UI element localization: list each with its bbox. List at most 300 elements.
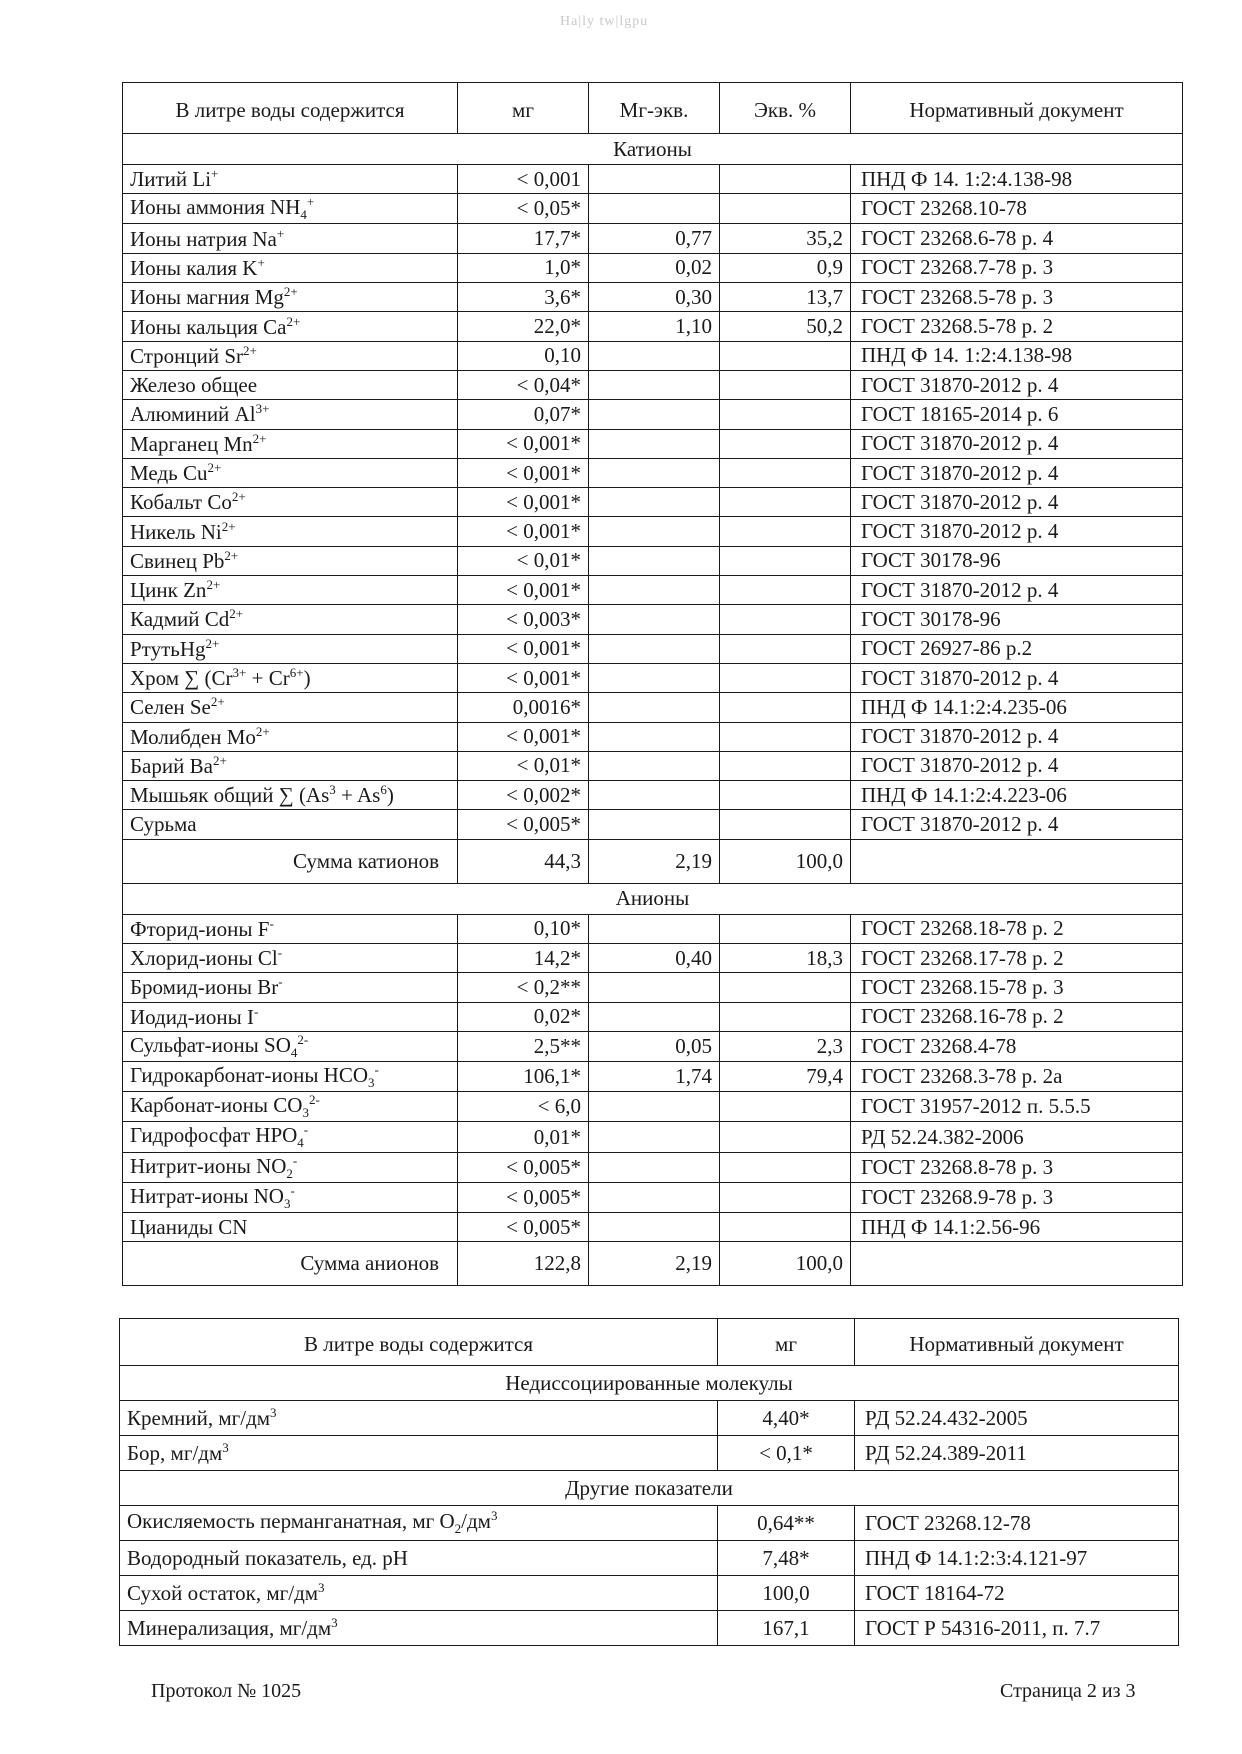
- mg-value: < 0,002*: [458, 781, 589, 810]
- meq-value: [589, 693, 720, 722]
- name-text: Фторид-ионы F: [130, 916, 270, 941]
- table-row: [123, 312, 1183, 341]
- meq-value: [589, 810, 720, 839]
- mg-value: < 0,005*: [458, 1182, 589, 1212]
- mg-value: 100,0: [718, 1576, 855, 1611]
- substance-name: [123, 1152, 458, 1182]
- mg-value: < 0,001*: [458, 634, 589, 663]
- meq-value: [589, 370, 720, 399]
- superscript-2: 6+: [289, 665, 304, 681]
- table-row: [123, 224, 1183, 253]
- table-row: [123, 253, 1183, 282]
- normative-doc: ГОСТ 30178-96: [851, 605, 1183, 634]
- substance-name: [123, 973, 458, 1002]
- eq-percent-value: 2,3: [720, 1031, 851, 1061]
- normative-doc: ГОСТ 31870-2012 р. 4: [851, 751, 1183, 780]
- name-text: Минерализация, мг/дм: [127, 1616, 332, 1640]
- substance-name: [123, 605, 458, 634]
- name-text-3: ): [386, 783, 394, 808]
- meq-value: [589, 341, 720, 370]
- superscript: 3: [331, 1615, 338, 1630]
- substance-name: [123, 781, 458, 810]
- mg-value: 0,10: [458, 341, 589, 370]
- eq-percent-value: [720, 663, 851, 692]
- name-text: Ионы магния Mg: [130, 285, 284, 310]
- eq-percent-value: 0,9: [720, 253, 851, 282]
- superscript: 3: [270, 1405, 277, 1420]
- normative-doc: ГОСТ 31870-2012 р. 4: [851, 663, 1183, 692]
- mg-value: 0,10*: [458, 914, 589, 943]
- meq-value: [589, 546, 720, 575]
- eq-percent-value: [720, 400, 851, 429]
- mg-value: 2,5**: [458, 1031, 589, 1061]
- substance-name: [120, 1506, 718, 1541]
- mg-value: < 0,001*: [458, 663, 589, 692]
- superscript: 2+: [212, 752, 227, 768]
- name-text-2: + Cr: [246, 666, 290, 691]
- sum-meq: 2,19: [589, 1242, 720, 1286]
- sum-label: Сумма анионов: [123, 1242, 458, 1286]
- name-text: Водородный показатель, ед. pH: [127, 1545, 408, 1570]
- normative-doc: ПНД Ф 14.1:2:4.235-06: [851, 693, 1183, 722]
- substance-name: [123, 576, 458, 605]
- meq-value: [589, 488, 720, 517]
- normative-doc: ГОСТ 31957-2012 п. 5.5.5: [851, 1092, 1183, 1122]
- table-row: [123, 458, 1183, 487]
- substance-name: [123, 1031, 458, 1061]
- table-header-row: [123, 83, 1183, 134]
- superscript: +: [276, 225, 285, 241]
- cations-sum-row: [123, 839, 1183, 883]
- table-row: [123, 781, 1183, 810]
- meq-value: [589, 634, 720, 663]
- name-text: РтутьHg: [130, 636, 206, 661]
- substance-name: [123, 1002, 458, 1031]
- eq-percent-value: [720, 1152, 851, 1182]
- table-row: [120, 1541, 1179, 1576]
- page-number: Страница 2 из 3: [1000, 1680, 1136, 1702]
- subscript: 4: [297, 1135, 304, 1151]
- mg-value: 106,1*: [458, 1062, 589, 1092]
- eq-percent-value: [720, 1122, 851, 1152]
- eq-percent-value: [720, 546, 851, 575]
- name-text: Никель Ni: [130, 519, 222, 544]
- table-row: [123, 693, 1183, 722]
- meq-value: [589, 914, 720, 943]
- eq-percent-value: [720, 1182, 851, 1212]
- eq-percent-value: [720, 781, 851, 810]
- normative-doc: ГОСТ Р 54316-2011, п. 7.7: [855, 1611, 1179, 1646]
- name-text: Кобальт Co: [130, 490, 232, 515]
- name-text: Молибден Mo: [130, 724, 256, 749]
- protocol-number: Протокол № 1025: [151, 1680, 302, 1702]
- mg-value: < 0,1*: [718, 1436, 855, 1471]
- eq-percent-value: [720, 914, 851, 943]
- superscript: 3: [329, 782, 336, 798]
- eq-percent-value: [720, 194, 851, 224]
- normative-doc: ГОСТ 31870-2012 р. 4: [851, 722, 1183, 751]
- substance-name: [123, 693, 458, 722]
- normative-doc: ГОСТ 31870-2012 р. 4: [851, 488, 1183, 517]
- superscript: -: [269, 915, 274, 931]
- mg-value: < 0,001*: [458, 517, 589, 546]
- table-row: [120, 1506, 1179, 1541]
- mg-value: 0,07*: [458, 400, 589, 429]
- eq-percent-value: [720, 165, 851, 194]
- superscript: 3: [222, 1440, 229, 1455]
- name-text: Сульфат-ионы SO: [130, 1032, 291, 1057]
- name-text: Хлорид-ионы Cl: [130, 946, 278, 971]
- subscript: 2: [286, 1165, 293, 1181]
- substance-name: [123, 1182, 458, 1212]
- meq-value: [589, 400, 720, 429]
- table-row: [120, 1436, 1179, 1471]
- table-row: [123, 663, 1183, 692]
- meq-value: [589, 429, 720, 458]
- substance-name: [123, 488, 458, 517]
- eq-percent-value: [720, 370, 851, 399]
- superscript: -: [292, 1152, 298, 1168]
- meq-value: [589, 781, 720, 810]
- substance-name: [123, 253, 458, 282]
- mg-value: < 0,001*: [458, 458, 589, 487]
- name-text: Цинк Zn: [130, 578, 207, 603]
- substance-name: [123, 458, 458, 487]
- normative-doc: ГОСТ 23268.16-78 р. 2: [851, 1002, 1183, 1031]
- normative-doc: ПНД Ф 14.1:2.56-96: [851, 1213, 1183, 1242]
- table-row: [123, 810, 1183, 839]
- eq-percent-value: [720, 341, 851, 370]
- section-title: Анионы: [123, 883, 1183, 914]
- meq-value: 0,05: [589, 1031, 720, 1061]
- subscript: 3: [368, 1075, 375, 1091]
- mg-value: 22,0*: [458, 312, 589, 341]
- table-row: [120, 1611, 1179, 1646]
- meq-value: [589, 458, 720, 487]
- superscript: 2+: [207, 460, 222, 475]
- substance-name: [123, 1092, 458, 1122]
- normative-doc: ГОСТ 30178-96: [851, 546, 1183, 575]
- substance-name: [120, 1611, 718, 1646]
- superscript-2: 6: [380, 782, 387, 798]
- normative-doc: ПНД Ф 14.1:2:3:4.121-97: [855, 1541, 1179, 1576]
- superscript: -: [290, 1182, 295, 1198]
- table-row: [123, 400, 1183, 429]
- table-row: [123, 1182, 1183, 1212]
- header-eq-percent: Экв. %: [720, 83, 851, 134]
- mg-value: 3,6*: [458, 283, 589, 312]
- normative-doc: ГОСТ 31870-2012 р. 4: [851, 429, 1183, 458]
- name-text: Бор, мг/дм: [127, 1441, 223, 1465]
- substance-name: [123, 1213, 458, 1242]
- mg-value: < 0,01*: [458, 546, 589, 575]
- header-mg: мг: [458, 83, 589, 134]
- name-text: Селен Se: [130, 695, 211, 720]
- sum-eq-percent: 100,0: [720, 1242, 851, 1286]
- normative-doc: ГОСТ 23268.5-78 р. 3: [851, 283, 1183, 312]
- meq-value: [589, 517, 720, 546]
- table-row: [123, 634, 1183, 663]
- mg-value: 0,02*: [458, 1002, 589, 1031]
- eq-percent-value: [720, 693, 851, 722]
- section-title: Недиссоциированные молекулы: [120, 1366, 1179, 1401]
- name-text: Алюминий Al: [130, 402, 256, 427]
- mg-value: < 0,001*: [458, 576, 589, 605]
- superscript: 2+: [210, 694, 225, 710]
- table-row: [123, 576, 1183, 605]
- mg-value: < 0,2**: [458, 973, 589, 1002]
- meq-value: 0,40: [589, 944, 720, 973]
- eq-percent-value: [720, 488, 851, 517]
- header-mg: мг: [718, 1319, 855, 1366]
- header-substance: В литре воды содержится: [120, 1319, 718, 1366]
- substance-name: [123, 810, 458, 839]
- eq-percent-value: 79,4: [720, 1062, 851, 1092]
- meq-value: [589, 605, 720, 634]
- superscript: 2+: [286, 313, 301, 329]
- table-row: [123, 546, 1183, 575]
- name-text: Мышьяк общий ∑ (As: [130, 783, 330, 808]
- normative-doc: ГОСТ 26927-86 р.2: [851, 634, 1183, 663]
- superscript: +: [257, 254, 265, 270]
- mg-value: < 0,001*: [458, 488, 589, 517]
- meq-value: [589, 1152, 720, 1182]
- eq-percent-value: [720, 1092, 851, 1122]
- normative-doc: ГОСТ 23268.18-78 р. 2: [851, 914, 1183, 943]
- superscript: 2+: [224, 547, 239, 563]
- normative-doc: ГОСТ 23268.3-78 р. 2а: [851, 1062, 1183, 1092]
- superscript: -: [374, 1062, 379, 1078]
- name-text: Бромид-ионы Br: [130, 975, 279, 1000]
- substance-name: [123, 224, 458, 253]
- normative-doc: ГОСТ 23268.6-78 р. 4: [851, 224, 1183, 253]
- normative-doc: ГОСТ 18164-72: [855, 1576, 1179, 1611]
- substance-name: [120, 1541, 718, 1576]
- name-text: Окисляемость перманганатная, мг O: [127, 1509, 455, 1534]
- superscript: 3+: [232, 665, 247, 681]
- eq-percent-value: [720, 458, 851, 487]
- sum-mg: 122,8: [458, 1242, 589, 1286]
- section-cations: [123, 134, 1183, 165]
- substance-name: [123, 663, 458, 692]
- name-text: Кадмий Cd: [130, 607, 230, 632]
- meq-value: 0,02: [589, 253, 720, 282]
- mg-value: < 0,001*: [458, 722, 589, 751]
- table-row: [123, 722, 1183, 751]
- superscript: 2-: [308, 1092, 320, 1108]
- superscript: 2+: [231, 489, 246, 505]
- mg-value: 1,0*: [458, 253, 589, 282]
- substance-name: [120, 1576, 718, 1611]
- table-row: [123, 370, 1183, 399]
- table-row: [123, 1152, 1183, 1182]
- substance-name: [123, 722, 458, 751]
- superscript: 2+: [206, 577, 221, 593]
- substance-name: [123, 283, 458, 312]
- name-text: Железо общее: [130, 372, 258, 397]
- table-row: [123, 429, 1183, 458]
- name-text: Ионы кальция Ca: [130, 314, 287, 339]
- normative-doc: ГОСТ 23268.12-78: [855, 1506, 1179, 1541]
- table-row: [123, 973, 1183, 1002]
- superscript: 2+: [255, 723, 270, 739]
- substance-name: [123, 194, 458, 224]
- mg-value: < 0,005*: [458, 810, 589, 839]
- name-text: Свинец Pb: [130, 548, 225, 573]
- header-normative-doc: Нормативный документ: [851, 83, 1183, 134]
- normative-doc: ГОСТ 23268.15-78 р. 3: [851, 973, 1183, 1002]
- ion-composition-table: [122, 82, 1183, 1286]
- table-row: [123, 165, 1183, 194]
- superscript: -: [303, 1122, 309, 1138]
- mg-value: < 0,05*: [458, 194, 589, 224]
- superscript: 2+: [243, 342, 257, 358]
- meq-value: [589, 194, 720, 224]
- name-text: Нитрит-ионы NO: [130, 1153, 287, 1178]
- superscript: -: [277, 945, 283, 961]
- sum-doc-empty: [851, 839, 1183, 883]
- table-row: [123, 194, 1183, 224]
- mg-value: < 6,0: [458, 1092, 589, 1122]
- mg-value: < 0,04*: [458, 370, 589, 399]
- subscript: 3: [283, 1196, 291, 1212]
- meq-value: [589, 722, 720, 751]
- normative-doc: ГОСТ 31870-2012 р. 4: [851, 810, 1183, 839]
- superscript: 2-: [297, 1031, 309, 1047]
- mg-value: < 0,001*: [458, 429, 589, 458]
- meq-value: 0,30: [589, 283, 720, 312]
- mg-value: 7,48*: [718, 1541, 855, 1576]
- meq-value: 0,77: [589, 224, 720, 253]
- meq-value: [589, 1182, 720, 1212]
- eq-percent-value: [720, 810, 851, 839]
- normative-doc: РД 52.24.389-2011: [855, 1436, 1179, 1471]
- name-text: Сухой остаток, мг/дм: [127, 1581, 319, 1605]
- mg-value: 167,1: [718, 1611, 855, 1646]
- meq-value: [589, 1092, 720, 1122]
- subscript: 3: [302, 1105, 309, 1121]
- meq-value: [589, 576, 720, 605]
- superscript: 3: [318, 1580, 325, 1595]
- section-anions: [123, 883, 1183, 914]
- mg-value: < 0,005*: [458, 1213, 589, 1242]
- superscript: 2+: [221, 518, 236, 534]
- meq-value: [589, 1002, 720, 1031]
- name-text: Барий Ba: [130, 753, 213, 778]
- normative-doc: ГОСТ 23268.9-78 р. 3: [851, 1182, 1183, 1212]
- mg-value: < 0,003*: [458, 605, 589, 634]
- superscript: +: [306, 194, 315, 210]
- normative-doc: ГОСТ 23268.8-78 р. 3: [851, 1152, 1183, 1182]
- name-text: Марганец Mn: [130, 431, 253, 456]
- name-text: Медь Cu: [130, 461, 208, 485]
- header-meq: Мг-экв.: [589, 83, 720, 134]
- table-row: [123, 1122, 1183, 1152]
- sum-mg: 44,3: [458, 839, 589, 883]
- meq-value: [589, 1213, 720, 1242]
- substance-name: [120, 1436, 718, 1471]
- name-text: Карбонат-ионы CO: [130, 1093, 303, 1118]
- table-row: [123, 914, 1183, 943]
- eq-percent-value: [720, 634, 851, 663]
- substance-name: [123, 312, 458, 341]
- normative-doc: ГОСТ 23268.17-78 р. 2: [851, 944, 1183, 973]
- mg-value: 4,40*: [718, 1401, 855, 1436]
- mg-value: < 0,01*: [458, 751, 589, 780]
- eq-percent-value: 50,2: [720, 312, 851, 341]
- eq-percent-value: [720, 722, 851, 751]
- superscript: 2+: [205, 635, 220, 651]
- substance-name: [123, 751, 458, 780]
- substance-name: [123, 429, 458, 458]
- mg-value: 0,01*: [458, 1122, 589, 1152]
- meq-value: [589, 751, 720, 780]
- meq-value: 1,74: [589, 1062, 720, 1092]
- section-other: [120, 1471, 1179, 1506]
- header-normative-doc: Нормативный документ: [855, 1319, 1179, 1366]
- molecules-table: [119, 1318, 1179, 1646]
- normative-doc: ГОСТ 31870-2012 р. 4: [851, 576, 1183, 605]
- normative-doc: ПНД Ф 14.1:2:4.223-06: [851, 781, 1183, 810]
- substance-name: [123, 341, 458, 370]
- table-row: [120, 1401, 1179, 1436]
- substance-name: [123, 944, 458, 973]
- substance-name: [123, 1062, 458, 1092]
- meq-value: [589, 973, 720, 1002]
- mg-value: 17,7*: [458, 224, 589, 253]
- section-molecules: [120, 1366, 1179, 1401]
- mg-value: 0,0016*: [458, 693, 589, 722]
- eq-percent-value: [720, 751, 851, 780]
- eq-percent-value: [720, 1213, 851, 1242]
- superscript: -: [254, 1003, 259, 1019]
- anions-sum-row: [123, 1242, 1183, 1286]
- scan-mark: Ha|ly tw|lgpu: [560, 14, 649, 29]
- name-text: Литий Li: [130, 167, 212, 192]
- eq-percent-value: [720, 576, 851, 605]
- mg-value: < 0,005*: [458, 1152, 589, 1182]
- table-row: [123, 605, 1183, 634]
- eq-percent-value: [720, 1002, 851, 1031]
- eq-percent-value: [720, 517, 851, 546]
- eq-percent-value: 18,3: [720, 944, 851, 973]
- name-text: Иодид-ионы I: [130, 1004, 254, 1029]
- name-text-2: + As: [335, 783, 381, 808]
- name-text-3: ): [303, 666, 311, 691]
- table-row: [123, 751, 1183, 780]
- name-text: Цианиды CN: [130, 1214, 248, 1239]
- table-row: [123, 517, 1183, 546]
- name-text: Гидрокарбонат-ионы HCO: [130, 1063, 369, 1088]
- sum-meq: 2,19: [589, 839, 720, 883]
- substance-name: [123, 634, 458, 663]
- eq-percent-value: [720, 429, 851, 458]
- section-title: Другие показатели: [120, 1471, 1179, 1506]
- eq-percent-value: 13,7: [720, 283, 851, 312]
- normative-doc: ГОСТ 18165-2014 р. 6: [851, 400, 1183, 429]
- superscript: 3+: [255, 401, 270, 417]
- subscript: 4: [300, 207, 307, 223]
- normative-doc: РД 52.24.432-2005: [855, 1401, 1179, 1436]
- table-row: [120, 1576, 1179, 1611]
- eq-percent-value: [720, 973, 851, 1002]
- normative-doc: ПНД Ф 14. 1:2:4.138-98: [851, 341, 1183, 370]
- name-text: Нитрат-ионы NO: [130, 1183, 284, 1208]
- header-substance: В литре воды содержится: [123, 83, 458, 134]
- substance-name: [123, 400, 458, 429]
- table-row: [123, 1031, 1183, 1061]
- meq-value: [589, 663, 720, 692]
